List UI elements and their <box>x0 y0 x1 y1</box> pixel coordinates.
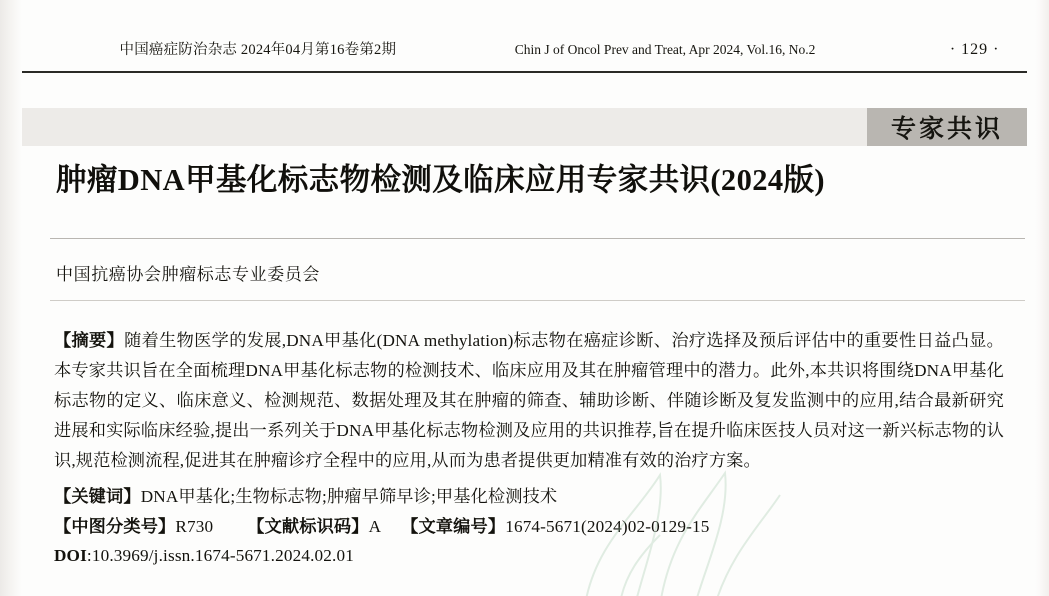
keywords-text: DNA甲基化;生物标志物;肿瘤早筛早诊;甲基化检测技术 <box>140 487 558 506</box>
abstract-label: 【摘要】 <box>54 331 125 350</box>
page-left-shadow <box>0 0 22 596</box>
document-code-label: 【文献标识码】 <box>247 517 369 536</box>
doi-value: :10.3969/j.issn.1674-5671.2024.02.01 <box>86 546 354 565</box>
keywords-label: 【关键词】 <box>54 487 141 506</box>
document-code-value: A <box>368 517 382 536</box>
page-number: · 129 · <box>949 41 1000 58</box>
page-right-shadow <box>1035 0 1049 596</box>
author-committee: 中国抗癌协会肿瘤标志专业委员会 <box>56 265 320 284</box>
article-id-label: 【文章编号】 <box>401 517 506 536</box>
keywords-block <box>54 482 1004 511</box>
running-head-journal-en: Chin J of Oncol Prev and Treat, Apr 2024, Vol.16, No.2 <box>514 42 816 57</box>
clc-label: 【中图分类号】 <box>54 517 176 536</box>
page-title: 肿瘤DNA甲基化标志物检测及临床应用专家共识(2024版) <box>56 163 825 197</box>
doi-label: DOI <box>54 546 87 565</box>
header-rule <box>22 71 1027 73</box>
article-id-value: 1674-5671(2024)02-0129-15 <box>505 517 710 536</box>
title-rule <box>50 238 1025 239</box>
clc-value: R730 <box>175 517 214 536</box>
abstract-block <box>54 326 1004 476</box>
section-label: 专家共识 <box>867 108 1027 146</box>
classification-block <box>54 512 1004 541</box>
abstract-text: 随着生物医学的发展,DNA甲基化(DNA methylation)标志物在癌症诊断、治疗选择及预后评估中的重要性日益凸显。本专家共识旨在全面梳理DNA甲基化标志物的检测技术、临床应用及其在肿瘤管理中的潜力。此外,本共识将围绕DNA甲基化标志物的定义、临床意义、检测规范、数据处理及其在肿瘤的筛查、辅助诊断、伴随诊断及复发监测中的应用,结合最新研究进展和实际临床经验,提出一系列关于DNA甲基化标志物检测及应用的共识推荐,旨在提升临床医技人员对这一新兴标志物的认识,规范检测流程,促进其在肿瘤诊疗全程中的应用,从而为患者提供更加精准有效的治疗方案。 <box>54 331 1004 470</box>
running-head-journal-cn: 中国癌症防治杂志 2024年04月第16卷第2期 <box>119 42 397 58</box>
doi-block <box>54 541 1004 570</box>
author-rule <box>50 300 1025 301</box>
running-head <box>0 38 1049 64</box>
